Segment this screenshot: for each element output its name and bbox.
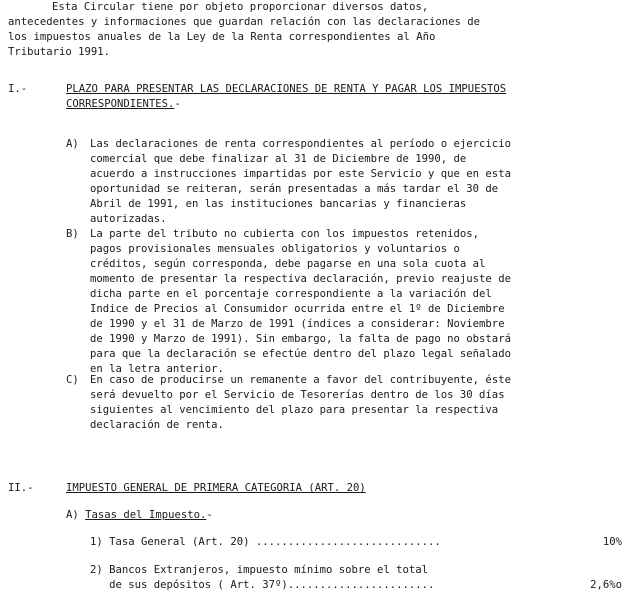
intro-line: antecedentes y informaciones que guardan relación con las declaraciones de (8, 16, 480, 28)
rate-value: 10% (602, 536, 622, 548)
item-line: será devuelto por el Servicio de Tesorerías dentro de los 30 días (90, 389, 505, 401)
subsection-letter: A) (66, 509, 79, 521)
section-1-title (66, 82, 622, 112)
item-letter: B) (66, 228, 79, 240)
rate-row (90, 535, 622, 550)
section-1-item-c (66, 373, 622, 433)
item-letter: A) (66, 138, 79, 150)
item-line: Indice de Precios al Consumidor ocurrida entre el 1º de Diciembre (90, 303, 505, 315)
item-line: comercial que debe finalizar al 31 de Diciembre de 1990, de (90, 153, 467, 165)
item-line: autorizadas. (90, 213, 167, 225)
section-1-title-suffix: - (174, 98, 181, 110)
subsection-suffix: - (206, 509, 213, 521)
intro-line: Tributario 1991. (8, 46, 111, 58)
rate-row (90, 563, 622, 593)
item-line: acuerdo a instrucciones impartidas por este Servicio y que en esta (90, 168, 511, 180)
rate-label: 2) Bancos Extranjeros, impuesto mínimo sobre el total (90, 564, 429, 576)
item-line: siguientes al vencimiento del plazo para presentar la respectiva (90, 404, 499, 416)
item-line: La parte del tributo no cubierta con los impuestos retenidos, (90, 228, 480, 240)
section-2-title: IMPUESTO GENERAL DE PRIMERA CATEGORIA (ART. 20) (66, 482, 366, 494)
intro-line: Esta Circular tiene por objeto proporcionar diversos datos, (52, 1, 429, 13)
section-1-number: I.- (8, 83, 28, 95)
section-1-item-b (66, 227, 622, 377)
item-line: créditos, según corresponda, debe pagarse en una sola cuota al (90, 258, 486, 270)
item-line: dicha parte en el porcentaje correspondiente a la variación del (90, 288, 492, 300)
item-line: momento de presentar la respectiva declaración, previo reajuste de (90, 273, 511, 285)
subsection-title: Tasas del Impuesto. (85, 509, 207, 521)
section-1-item-a (66, 137, 622, 227)
section-1-title-line: PLAZO PARA PRESENTAR LAS DECLARACIONES DE RENTA Y PAGAR LOS IMPUESTOS (66, 83, 507, 95)
item-line: de 1990 y el 31 de Marzo de 1991 (índices a considerar: Noviembre (90, 318, 505, 330)
section-1-title-line: CORRESPONDIENTES. (66, 98, 175, 110)
item-line: Las declaraciones de renta correspondientes al período o ejercicio (90, 138, 511, 150)
item-line: para que la declaración se efectúe dentro del plazo legal señalado (90, 348, 511, 360)
rate-label: 1) Tasa General (Art. 20) ............................. (90, 536, 441, 548)
item-line: En caso de producirse un remanente a favor del contribuyente, éste (90, 374, 511, 386)
intro-paragraph (8, 0, 620, 60)
item-line: Abril de 1991, en las instituciones bancarias y financieras (90, 198, 467, 210)
item-line: oportunidad se reiteran, serán presentadas a más tardar el 30 de (90, 183, 499, 195)
subsection-a-heading (66, 508, 213, 523)
item-line: de 1990 y Marzo de 1991). Sin embargo, la falta de pago no obstará (90, 333, 511, 345)
item-letter: C) (66, 374, 79, 386)
intro-line: los impuestos anuales de la Ley de la Renta correspondientes al Año (8, 31, 436, 43)
item-line: declaración de renta. (90, 419, 224, 431)
rate-label: de sus depósitos ( Art. 37º)....................... (90, 579, 435, 591)
section-2-number: II.- (8, 482, 34, 494)
item-line: pagos provisionales mensuales obligatorios y voluntarios o (90, 243, 460, 255)
rate-value: 2,6%o (590, 579, 622, 591)
item-line: en la letra anterior. (90, 363, 224, 375)
